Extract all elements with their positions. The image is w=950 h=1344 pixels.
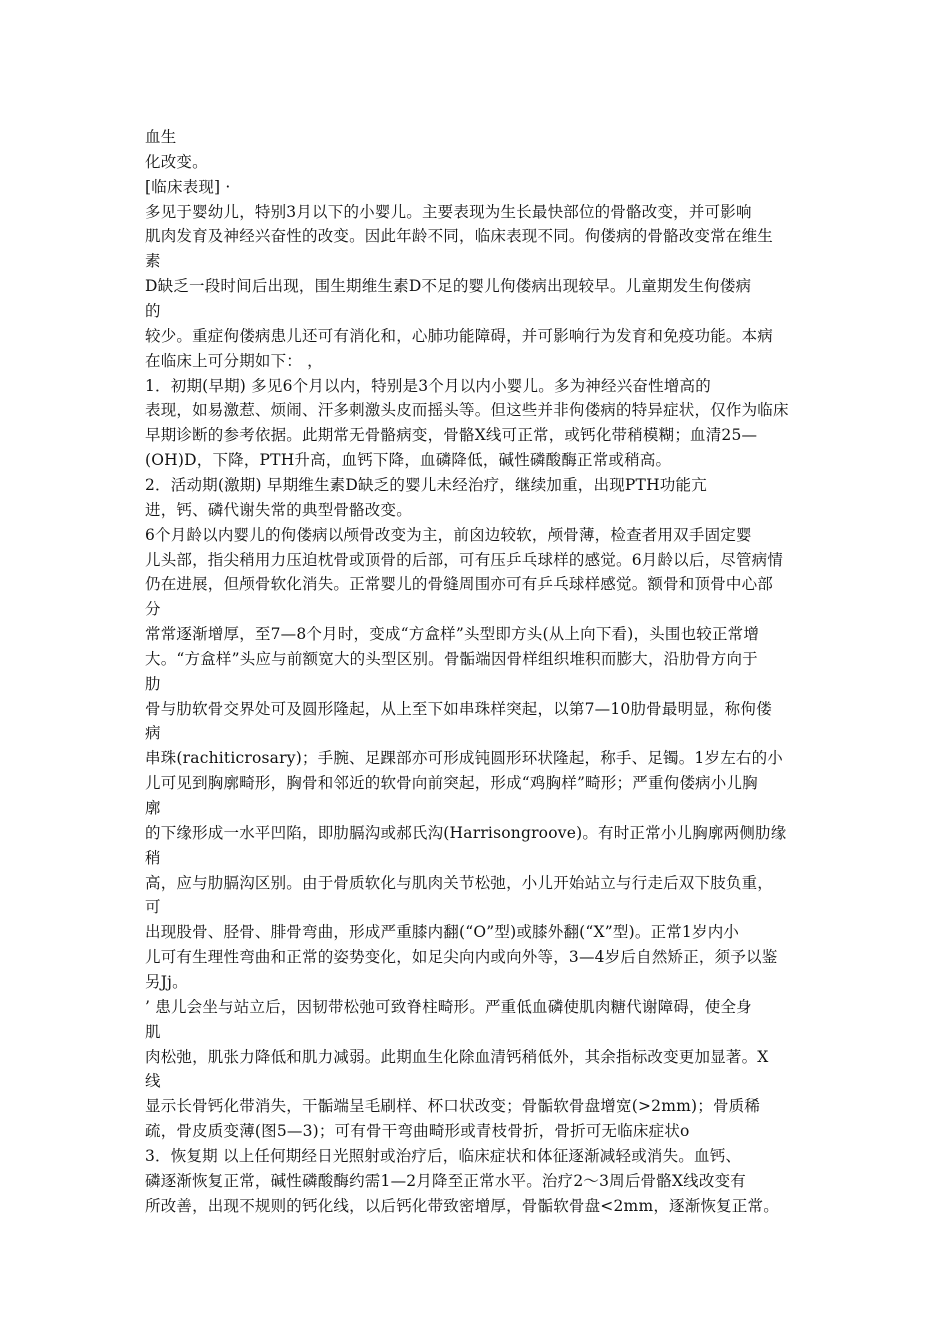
text-line: ’ 患儿会坐与站立后，因韧带松弛可致脊柱畸形。严重低血磷使肌肉糖代谢障碍，使全身 bbox=[145, 997, 752, 1016]
text-line: 肋 bbox=[145, 674, 161, 693]
text-line: 稍 bbox=[145, 848, 161, 867]
text-line: 常常逐渐增厚，至7—8个月时，变成“方盒样”头型即方头(从上向下看)，头围也较正常增 bbox=[145, 625, 760, 643]
text-line: 早期诊断的参考依据。此期常无骨骼病变，骨骼X线可正常，或钙化带稍模糊；血清25— bbox=[145, 426, 758, 445]
text-line: 血生 bbox=[145, 128, 177, 146]
text-line: 出现股骨、胫骨、腓骨弯曲，形成严重膝内翻(“O”型)或膝外翻(“X”型)。正常1岁内小 bbox=[145, 923, 740, 942]
text-line: 病 bbox=[145, 724, 161, 743]
text-line: 疏，骨皮质变薄(图5—3)；可有骨干弯曲畸形或青枝骨折，骨折可无临床症状o bbox=[145, 1122, 690, 1140]
text-line: 骨与肋软骨交界处可及圆形隆起，从上至下如串珠样突起，以第7—10肋骨最明显，称佝偻 bbox=[145, 699, 772, 718]
text-line: 2．活动期(激期) 早期维生素D缺乏的婴儿未经治疗，继续加重，出现PTH功能亢 bbox=[145, 475, 707, 494]
text-line: 1．初期(早期) 多见6个月以内，特别是3个月以内小婴儿。多为神经兴奋性增高的 bbox=[145, 376, 711, 395]
text-line: D缺乏一段时间后出现，围生期维生素D不足的婴儿佝偻病出现较早。儿童期发生佝偻病 bbox=[145, 277, 752, 296]
text-line: 表现，如易激惹、烦闹、汗多刺激头皮而摇头等。但这些并非佝偻病的特异症状，仅作为临床 bbox=[145, 401, 789, 420]
text-line: 多见于婴幼儿，特别3月以下的小婴儿。主要表现为生长最快部位的骨骼改变，并可影响 bbox=[145, 202, 752, 221]
text-line: 儿头部，指尖稍用力压迫枕骨或顶骨的后部，可有压乒乓球样的感觉。6月龄以后，尽管病情 bbox=[145, 550, 784, 569]
text-line: 进，钙、磷代谢失常的典型骨骼改变。 bbox=[145, 500, 412, 519]
text-line: 儿可见到胸廓畸形，胸骨和邻近的软骨向前突起，形成“鸡胸样”畸形；严重佝偻病小儿胸 bbox=[145, 774, 758, 793]
text-line: 线 bbox=[145, 1072, 161, 1091]
text-line: 6个月龄以内婴儿的佝偻病以颅骨改变为主，前囟边较软，颅骨薄，检查者用双手固定婴 bbox=[145, 525, 752, 544]
text-line: 在临床上可分期如下： ， bbox=[145, 351, 323, 370]
text-line: 廓 bbox=[145, 799, 161, 817]
text-line: 所改善，出现不规则的钙化线，以后钙化带致密增厚，骨骺软骨盘<2mm，逐渐恢复正常。 bbox=[145, 1196, 779, 1215]
text-line: 素 bbox=[145, 252, 161, 271]
text-line: 磷逐渐恢复正常，碱性磷酸酶约需1—2月降至正常水平。治疗2～3周后骨骼X线改变有 bbox=[145, 1171, 746, 1190]
text-line: 大。“方盒样”头应与前额宽大的头型区别。骨骺端因骨样组织堆积而膨大，沿肋骨方向于 bbox=[145, 649, 758, 668]
text-line: 分 bbox=[145, 600, 161, 619]
text-line: 另Jj。 bbox=[145, 972, 188, 991]
text-line: 3．恢复期 以上任何期经日光照射或治疗后，临床症状和体征逐渐减轻或消失。血钙、 bbox=[145, 1146, 742, 1165]
text-line: 的下缘形成一水平凹陷，即肋膈沟或郝氏沟(Harrisongroove)。有时正常小儿胸廓两侧肋缘 bbox=[145, 823, 787, 842]
text-line: 显示长骨钙化带消失，干骺端呈毛刷样、杯口状改变；骨骺软骨盘增宽(>2mm)；骨质稀 bbox=[145, 1097, 761, 1116]
text-line: 的 bbox=[145, 302, 161, 320]
text-line: 高，应与肋膈沟区别。由于骨质软化与肌肉关节松弛，小儿开始站立与行走后双下肢负重， bbox=[145, 873, 774, 892]
text-line: [临床表现] · bbox=[145, 177, 231, 196]
text-line: 可 bbox=[145, 898, 161, 917]
text-line: (OH)D，下降，PTH升高，血钙下降，血磷降低，碱性磷酸酶正常或稍高。 bbox=[145, 451, 672, 470]
text-line: 肉松弛，肌张力降低和肌力减弱。此期血生化除血清钙稍低外，其余指标改变更加显著。X bbox=[145, 1047, 769, 1066]
text-line: 儿可有生理性弯曲和正常的姿势变化，如足尖向内或向外等，3—4岁后自然矫正，须予以鉴 bbox=[145, 948, 778, 967]
text-line: 串珠(rachiticrosary)；手腕、足踝部亦可形成钝圆形环状隆起，称手、足镯。1岁左右的小 bbox=[145, 749, 783, 768]
text-line: 较少。重症佝偻病患儿还可有消化和，心肺功能障碍，并可影响行为发育和免疫功能。本病 bbox=[145, 326, 774, 345]
text-line: 化改变。 bbox=[145, 152, 208, 171]
text-line: 仍在进展，但颅骨软化消失。正常婴儿的骨缝周围亦可有乒乓球样感觉。额骨和顶骨中心部 bbox=[145, 575, 774, 594]
text-line: 肌 bbox=[145, 1022, 161, 1041]
text-line: 肌肉发育及神经兴奋性的改变。因此年龄不同，临床表现不同。佝偻病的骨骼改变常在维生 bbox=[145, 227, 774, 246]
